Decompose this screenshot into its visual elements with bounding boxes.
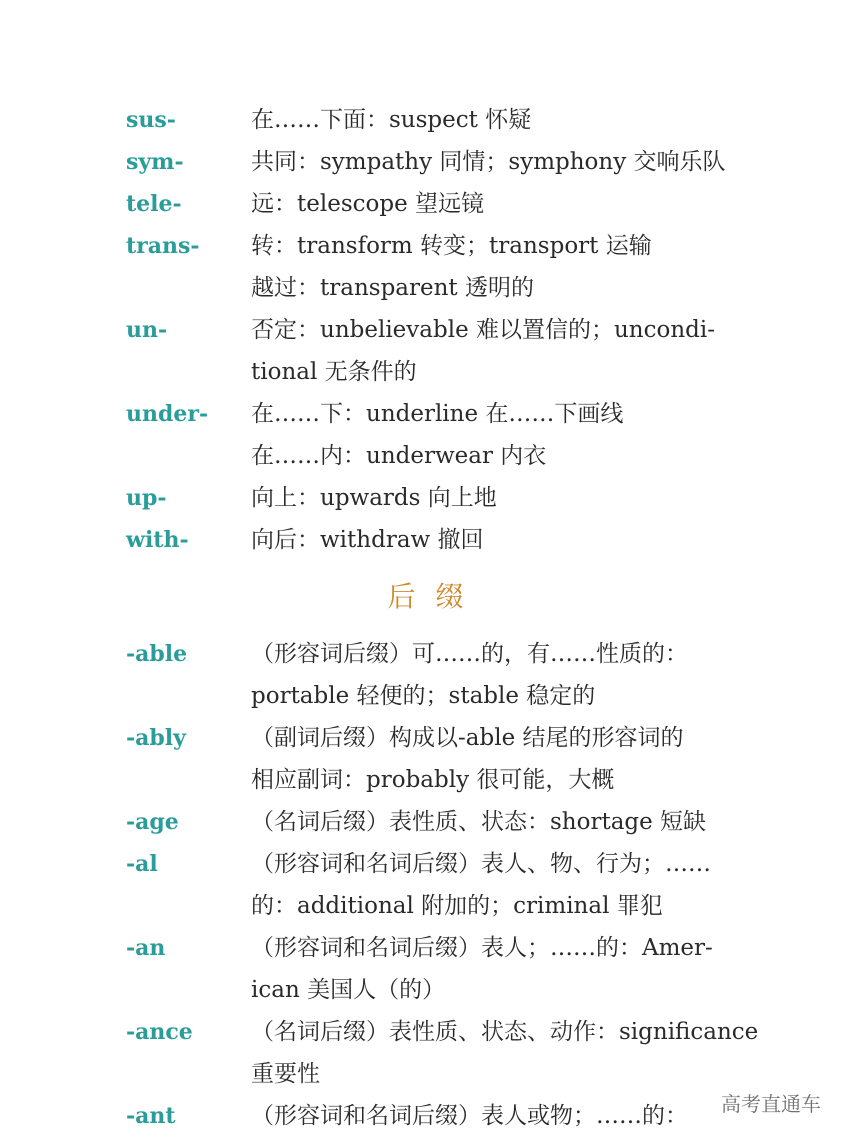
definition-line: 在……内：underwear 内衣 [251,443,547,469]
suffix-term: -an [126,935,166,961]
definition [251,393,731,477]
prefix-entry [0,477,851,519]
definition-line: 的：additional 附加的；criminal 罪犯 [251,893,663,919]
suffix-term: -ably [126,725,186,751]
section-title-char: 后 [387,580,416,613]
suffix-entry [0,1011,851,1095]
definition-line: 否定：unbelievable 难以置信的；uncondi- [251,317,716,343]
prefix-term: trans- [126,233,200,259]
prefix-entry [0,99,851,141]
definition-line: 转：transform 转变；transport 运输 [251,233,652,259]
definition-line: 重要性 [251,1061,320,1087]
definition-line: （名词后缀）表性质、状态、动作：significance [251,1019,759,1045]
definition [251,801,731,843]
definition [251,309,731,393]
prefix-term: sym- [126,149,184,175]
definition-line: 共同：sympathy 同情；symphony 交响乐队 [251,149,726,175]
definition [251,717,731,801]
suffix-term: -al [126,851,158,877]
definition [251,843,731,927]
definition [251,927,731,1011]
prefix-term: with- [126,527,189,553]
definition-line: （副词后缀）构成以-able 结尾的形容词的 [251,725,684,751]
prefix-term: sus- [126,107,176,133]
definition [251,99,731,141]
definition-line: 远：telescope 望远镜 [251,191,484,217]
suffix-term: -able [126,641,188,667]
prefix-term: under- [126,401,209,427]
prefix-term: un- [126,317,168,343]
definition [251,633,731,717]
definition-line: 在……下：underline 在……下画线 [251,401,624,427]
suffix-entry [0,927,851,1011]
section-title-char: 缀 [435,580,464,613]
prefix-entry [0,183,851,225]
definition-line: （形容词和名词后缀）表人、物、行为；…… [251,851,711,877]
prefix-entry [0,519,851,561]
suffix-entry [0,633,851,717]
suffix-entry [0,843,851,927]
definition-line: （形容词后缀）可……的，有……性质的： [251,641,688,667]
definition-line: （形容词和名词后缀）表人；……的：Amer- [251,935,713,961]
definition [251,1095,731,1137]
definition-line: （形容词和名词后缀）表人或物；……的： [251,1103,688,1129]
definition [251,519,731,561]
definition [251,141,731,183]
definition [251,225,731,309]
suffix-term: -ant [126,1103,176,1129]
suffix-entry [0,717,851,801]
prefix-entry [0,225,851,309]
definition-line: 向上：upwards 向上地 [251,485,497,511]
prefix-term: tele- [126,191,182,217]
definition-line: 向后：withdraw 撤回 [251,527,484,553]
section-title-suffix [0,576,851,618]
definition-line: （名词后缀）表性质、状态：shortage 短缺 [251,809,707,835]
definition [251,477,731,519]
definition-line: portable 轻便的；stable 稳定的 [251,683,596,709]
suffix-entry [0,801,851,843]
definition-line: 在……下面：suspect 怀疑 [251,107,532,133]
prefix-entry [0,141,851,183]
suffix-term: -ance [126,1019,193,1045]
definition [251,1011,759,1095]
definition-line: 相应副词：probably 很可能，大概 [251,767,615,793]
prefix-entry [0,309,851,393]
definition [251,183,731,225]
definition-line: 越过：transparent 透明的 [251,275,534,301]
suffix-term: -age [126,809,179,835]
prefix-term: up- [126,485,167,511]
prefix-entry [0,393,851,477]
watermark: 高考直通车 [721,1092,821,1116]
definition-line: tional 无条件的 [251,359,417,385]
definition-line: ican 美国人（的） [251,977,446,1003]
